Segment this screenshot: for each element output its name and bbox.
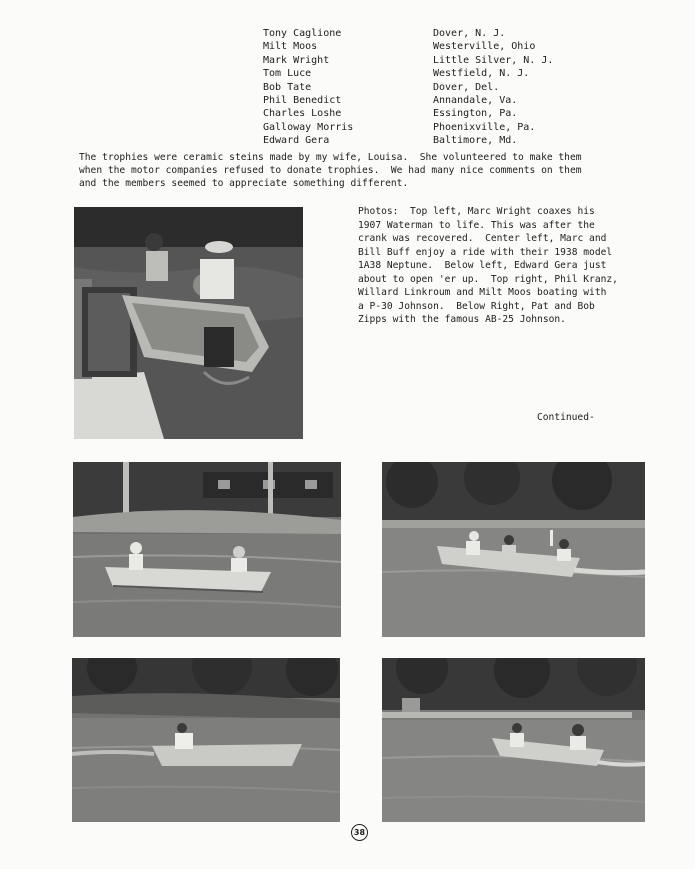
roster-name: Tom Luce <box>263 68 312 80</box>
roster-row <box>263 40 553 53</box>
attendee-roster <box>263 27 553 148</box>
page-number: 38 <box>351 824 368 841</box>
roster-row <box>263 81 553 94</box>
photo-center-left <box>73 462 341 637</box>
photo-top-right <box>382 462 645 637</box>
roster-place: Westerville, Ohio <box>433 41 536 53</box>
photo-below-left <box>72 658 340 822</box>
roster-place: Phoenixville, Pa. <box>433 121 536 133</box>
roster-name: Galloway Morris <box>263 121 354 133</box>
roster-name: Charles Loshe <box>263 108 342 120</box>
roster-place: Dover, Del. <box>433 81 500 93</box>
roster-row <box>263 107 553 120</box>
roster-name: Phil Benedict <box>263 94 342 106</box>
photo-caption: Photos: Top left, Marc Wright coaxes his 1907 Waterman to life. This was after the crank was recovered. Center left, Marc and Bill Buff enjoy a ride with their 1938 model 1A38 Neptune. Below left, Edward Gera just about to open 'er up. Top right, Phil Kranz, Willard Linkroum and Milt Moos boating with a P-30 Johnson. Below Right, Pat and Bob Zipps with the famous AB-25 Johnson. <box>358 206 618 325</box>
roster-name: Edward Gera <box>263 135 330 147</box>
roster-row <box>263 134 553 147</box>
roster-row <box>263 27 553 40</box>
trophy-paragraph: The trophies were ceramic steins made by my wife, Louisa. She volunteered to make them when the motor companies refused to donate trophies. We had many nice comments on them and the members seemed to appreciate something different. <box>79 152 582 190</box>
roster-name: Mark Wright <box>263 54 330 66</box>
photo-top-left <box>74 207 303 439</box>
roster-row <box>263 121 553 134</box>
roster-row <box>263 94 553 107</box>
roster-place: Essington, Pa. <box>433 108 518 120</box>
continued-label: Continued- <box>537 412 595 423</box>
roster-row <box>263 67 553 80</box>
roster-row <box>263 54 553 67</box>
roster-place: Baltimore, Md. <box>433 135 518 147</box>
roster-name: Tony Caglione <box>263 28 342 39</box>
roster-place: Annandale, Va. <box>433 94 518 106</box>
roster-place: Dover, N. J. <box>433 28 506 39</box>
roster-name: Milt Moos <box>263 41 318 53</box>
roster-place: Westfield, N. J. <box>433 68 530 80</box>
roster-name: Bob Tate <box>263 81 312 93</box>
photo-below-right <box>382 658 645 822</box>
roster-place: Little Silver, N. J. <box>433 54 554 66</box>
